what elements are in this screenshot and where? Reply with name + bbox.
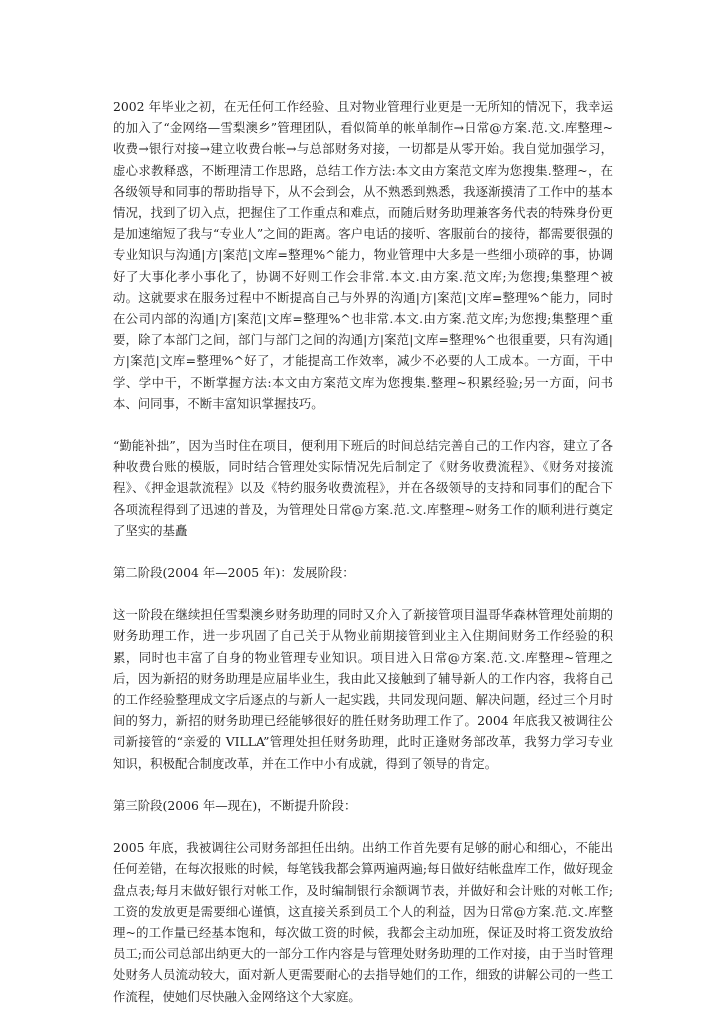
- document-page: [113, 96, 613, 1028]
- paragraph-stage3: 2005 年底，我被调往公司财务部担任出纳。出纳工作首先要有足够的耐心和细心，不能出任何差错，在每次报账的时候，每笔钱我都会算两遍两遍;每日做好结帐盘库工作，做好现金盘点表;每月末做好银行对帐工作，及时编制银行余额调节表，并做好和会计账的对帐工作;工资的发放更是需要细心谨慎，这直接关系到员工个人的利益，因为日常@方案.范.文.库整理~的工作量已经基本饱和，每次做工资的时候，我都会主动加班，保证及时将工资发放给员工;而公司总部出纳更大的一部分工作内容是与管理处财务助理的工作对接，由于当时管理处财务人员流动较大，面对新人更需要耐心的去指导她们的工作，细致的讲解公司的一些工作流程，使她们尽快融入金网络这个大家庭。: [113, 840, 613, 1004]
- paragraph-diligence: “勤能补拙”，因为当时住在项目，便利用下班后的时间总结完善自己的工作内容，建立了各种收费台账的模版，同时结合管理处实际情况先后制定了《财务收费流程》、《财务对接流程》、《押金退款流程》以及《特约服务收费流程》，并在各级领导的支持和同事们的配合下各项流程得到了迅速的普及，为管理处日常@方案.范.文.库整理~财务工作的顺利进行奠定了坚实的基矗: [113, 438, 613, 538]
- heading-stage2: 第二阶段(2004 年—2005 年)：发展阶段：: [113, 565, 355, 581]
- paragraph-stage1-intro: 2002 年毕业之初，在无任何工作经验、且对物业管理行业更是一无所知的情况下，我幸运的加入了“金网络—雪梨澳乡”管理团队，看似简单的帐单制作→日常@方案.范.文.库整理~收费→银行对接→建立收费台帐→与总部财务对接，一切都是从零开始。我自觉加强学习，虚心求教释惑，不断理清工作思路，总结工作方法:本文由方案范文库为您搜集.整理~，在各级领导和同事的帮助指导下，从不会到会，从不熟悉到熟悉，我逐渐摸清了工作中的基本情况，找到了切入点，把握住了工作重点和难点，而随后财务助理兼客务代表的特殊身份更是加速缩短了我与“专业人”之间的距离。客户电话的接听、客服前台的接待，都需要很强的专业知识与沟通|方|案范|文库=整理%^能力，物业管理中大多是一些细小琐碎的事，协调好了大事化孝小事化了，协调不好则工作会非常.本文.由方案.范文库;为您搜;集整理^被动。这就要求在服务过程中不断提高自己与外界的沟通|方|案范|文库=整理%^能力，同时在公司内部的沟通|方|案范|文库=整理%^也非常.本文.由方案.范文库;为您搜;集整理^重要，除了本部门之间，部门与部门之间的沟通|方|案范|文库=整理%^也很重要，只有沟通|方|案范|文库=整理%^好了，才能提高工作效率，减少不必要的人工成本。一方面，干中学、学中干，不断掌握方法:本文由方案范文库为您搜集.整理~积累经验;另一方面，问书本、问同事，不断丰富知识掌握技巧。: [113, 99, 613, 411]
- heading-stage3: 第三阶段(2006 年—现在)，不断提升阶段：: [113, 797, 357, 813]
- paragraph-stage2: 这一阶段在继续担任雪梨澳乡财务助理的同时又介入了新接管项目温哥华森林管理处前期的财务助理工作，进一步巩固了自己关于从物业前期接管到业主入住期间财务工作经验的积累，同时也丰富了自身的物业管理专业知识。项目进入日常@方案.范.文.库整理~管理之后，因为新招的财务助理是应届毕业生，我由此又接触到了辅导新人的工作内容，我将自己的工作经验整理成文字后逐点的与新人一起实践，共同发现问题、解决问题，经过三个月时间的努力，新招的财务助理已经能够很好的胜任财务助理工作了。2004 年底我又被调往公司新接管的“亲爱的 VILLA”管理处担任财务助理，此时正逢财务部改革，我努力学习专业知识，积极配合制度改革，并在工作中小有成就，得到了领导的肯定。: [113, 607, 613, 771]
